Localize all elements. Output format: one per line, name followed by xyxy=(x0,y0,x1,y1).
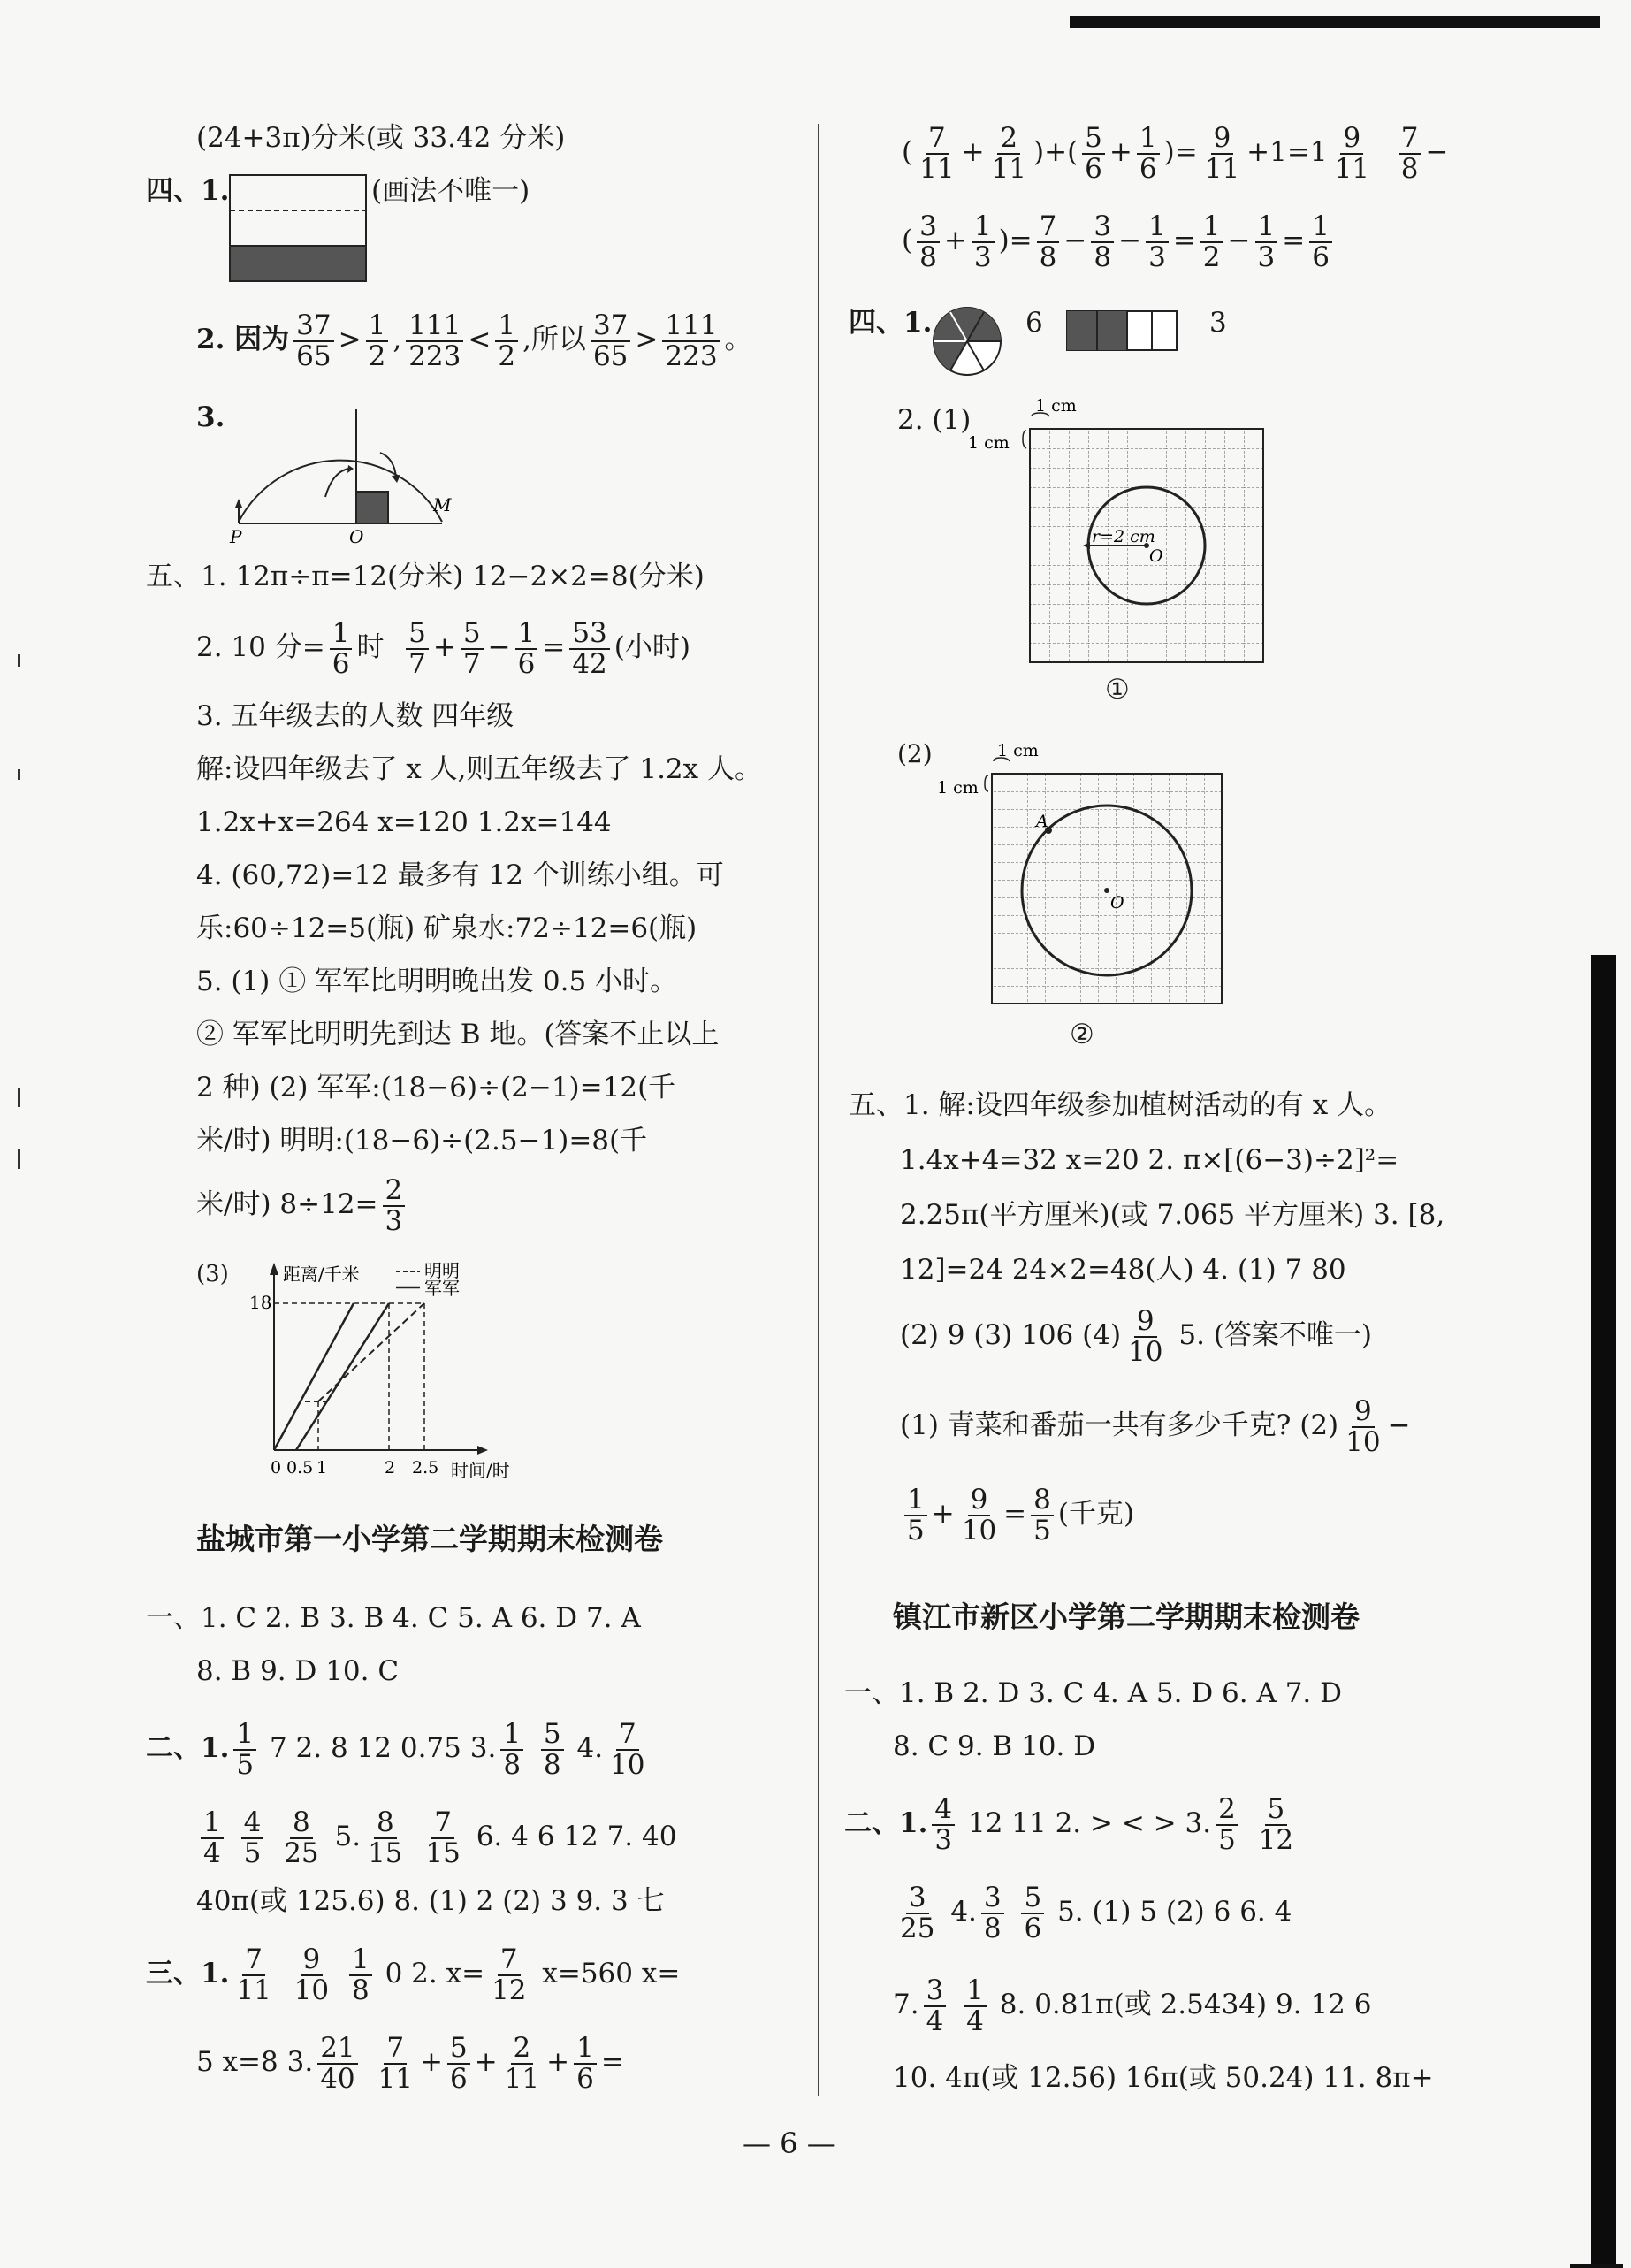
fraction: $\frac{1}{5}$ xyxy=(233,1720,256,1779)
figure-label: ① xyxy=(1105,674,1130,706)
answer-line: 5. (1) ① 军军比明明晚出发 0.5 小时。 xyxy=(196,966,678,997)
svg-text:1 cm: 1 cm xyxy=(997,741,1039,760)
fraction: $\frac{2}{5}$ xyxy=(1216,1795,1238,1854)
svg-text:1 cm: 1 cm xyxy=(1035,396,1077,416)
distance-time-graph xyxy=(239,1256,539,1485)
svg-text:1 cm: 1 cm xyxy=(968,433,1010,453)
svg-text:军军: 军军 xyxy=(424,1278,460,1299)
answer-line: 2. 因为 $\frac{37}{65}$ > $\frac{1}{2}$ , $\frac{111}{223}$ < $\frac{1}{2}$ ,所以 $\frac{37}{65}$ > $\frac{111}{223}$ 。 xyxy=(196,309,752,372)
fraction: $\frac{1}{4}$ xyxy=(201,1808,224,1867)
answer-line: $\frac{1}{5}$ + $\frac{9}{10}$ = $\frac{8}{5}$ (千克) xyxy=(900,1485,1134,1545)
answer-line: 2.25π(平方厘米)(或 7.065 平方厘米) 3. [8, xyxy=(900,1199,1445,1231)
svg-text:O: O xyxy=(1149,546,1163,566)
semicircle-figure xyxy=(221,398,469,548)
answer-line: 乐:60÷12=5(瓶) 矿泉水:72÷12=6(瓶) xyxy=(196,913,697,944)
fraction: $\frac{111}{223}$ xyxy=(662,311,720,370)
svg-text:M: M xyxy=(433,494,452,515)
fraction: $\frac{7}{8}$ xyxy=(1037,212,1060,271)
fraction: $\frac{3}{8}$ xyxy=(1091,212,1114,271)
fraction: $\frac{7}{10}$ xyxy=(610,1718,645,1781)
fraction: $\frac{1}{3}$ xyxy=(972,212,995,271)
item-number: (3) xyxy=(196,1261,229,1287)
answer-line: 1.4x+4=32 x=20 2. π×[(6−3)÷2]²= xyxy=(900,1144,1399,1176)
fraction: $\frac{2}{3}$ xyxy=(383,1176,406,1235)
fraction: $\frac{53}{42}$ xyxy=(569,619,609,678)
svg-text:A: A xyxy=(1036,812,1048,831)
fraction: $\frac{1}{6}$ xyxy=(1137,124,1160,183)
fraction: $\frac{3}{4}$ xyxy=(924,1976,947,2035)
fraction: $\frac{5}{7}$ xyxy=(461,619,484,678)
fraction: $\frac{5}{8}$ xyxy=(541,1720,564,1779)
fraction: $\frac{3}{8}$ xyxy=(981,1883,1004,1943)
fraction: $\frac{5}{6}$ xyxy=(1082,124,1105,183)
answer-line: 解:设四年级去了 x 人,则五年级去了 1.2x 人。 xyxy=(196,753,762,785)
answer-line: 二、1. $\frac{4}{3}$ 12 11 2. > < > 3. $\frac{2}{5}$ $\frac{5}{12}$ xyxy=(844,1795,1300,1854)
fraction: $\frac{1}{3}$ xyxy=(1146,212,1169,271)
section-title: 镇江市新区小学第二学期期末检测卷 xyxy=(893,1600,1360,1634)
answer-line: ( $\frac{7}{11}$ + $\frac{2}{11}$ )+( $\frac{5}{6}$ + $\frac{1}{6}$ )= $\frac{9}{11}$ +1=1 $\frac{9}{11}$ $\frac{7}{8}$ − xyxy=(902,122,1449,185)
svg-text:O: O xyxy=(1110,893,1124,913)
answer-line: 1.2x+x=264 x=120 1.2x=144 xyxy=(196,806,612,838)
fraction: $\frac{37}{65}$ xyxy=(293,311,333,370)
section-label: 四、1. xyxy=(146,175,230,207)
section-label: 四、1. xyxy=(849,307,933,339)
svg-text:18: 18 xyxy=(249,1292,272,1313)
answer-line: ② 军军比明明先到达 B 地。(答案不止以上 xyxy=(196,1019,720,1050)
fraction: $\frac{1}{2}$ xyxy=(1200,212,1223,271)
fraction: $\frac{1}{8}$ xyxy=(349,1945,372,2005)
fraction: $\frac{9}{10}$ xyxy=(1128,1305,1163,1368)
fraction: $\frac{7}{8}$ xyxy=(1399,124,1421,183)
fraction: $\frac{1}{6}$ xyxy=(574,2034,597,2093)
answer-line: (1) 青菜和番茄一共有多少千克? (2) $\frac{9}{10}$ − xyxy=(900,1395,1411,1458)
fraction: $\frac{111}{223}$ xyxy=(406,311,463,370)
svg-text:距离/千米: 距离/千米 xyxy=(283,1264,360,1285)
svg-text:1 cm: 1 cm xyxy=(937,778,979,798)
answer-line: 米/时) 8÷12= $\frac{2}{3}$ xyxy=(196,1176,409,1235)
fraction: $\frac{7}{11}$ xyxy=(236,1943,271,2006)
fraction: $\frac{9}{10}$ xyxy=(1345,1395,1381,1458)
answer-value: 3 xyxy=(1209,307,1227,339)
svg-text:r=2 cm: r=2 cm xyxy=(1092,527,1155,546)
fraction: $\frac{1}{6}$ xyxy=(330,619,353,678)
fraction: $\frac{1}{8}$ xyxy=(500,1720,523,1779)
answer-value: 6 xyxy=(1025,307,1043,339)
answer-line: 一、1. B 2. D 3. C 4. A 5. D 6. A 7. D xyxy=(844,1677,1342,1709)
fraction: $\frac{7}{11}$ xyxy=(919,122,955,185)
fraction: $\frac{7}{15}$ xyxy=(425,1806,461,1869)
item-number: (2) xyxy=(897,739,933,768)
fraction: $\frac{7}{11}$ xyxy=(377,2032,413,2095)
answer-line: 一、1. C 2. B 3. B 4. C 5. A 6. D 7. A xyxy=(146,1602,641,1634)
answer-line: 3. 五年级去的人数 四年级 xyxy=(196,700,514,732)
fraction: $\frac{37}{65}$ xyxy=(591,311,630,370)
pie-circle-figure xyxy=(928,304,1008,380)
fraction: $\frac{21}{40}$ xyxy=(317,2034,357,2093)
answer-line: 8. C 9. B 10. D xyxy=(893,1730,1096,1762)
item-number: 2. (1) xyxy=(897,404,972,436)
answer-line: 三、1. $\frac{7}{11}$ $\frac{9}{10}$ $\frac{1}{8}$ 0 2. x= $\frac{7}{12}$ x=560 x= xyxy=(146,1943,681,2006)
svg-text:2.5: 2.5 xyxy=(412,1458,439,1478)
answer-line: 40π(或 125.6) 8. (1) 2 (2) 3 9. 3 七 xyxy=(196,1885,665,1917)
fraction: $\frac{1}{2}$ xyxy=(495,311,518,370)
svg-text:2: 2 xyxy=(385,1458,396,1478)
fraction: $\frac{9}{11}$ xyxy=(1204,122,1240,185)
answer-line: 10. 4π(或 12.56) 16π(或 50.24) 11. 8π+ xyxy=(893,2062,1434,2094)
fraction: $\frac{8}{25}$ xyxy=(284,1806,319,1869)
circle-grid-2 xyxy=(937,738,1246,1012)
page-number: — 6 — xyxy=(743,2127,835,2160)
answer-line: (2) 9 (3) 106 (4) $\frac{9}{10}$ 5. (答案不唯一) xyxy=(900,1305,1372,1368)
fraction: $\frac{3}{25}$ xyxy=(900,1882,935,1944)
margin-mark xyxy=(18,1149,20,1169)
svg-text:0: 0 xyxy=(271,1458,282,1478)
answer-line: 2 种) (2) 军军:(18−6)÷(2−1)=12(千 xyxy=(196,1072,676,1103)
fraction: $\frac{5}{12}$ xyxy=(1258,1793,1294,1856)
fraction: $\frac{1}{5}$ xyxy=(904,1485,927,1545)
fraction: $\frac{8}{15}$ xyxy=(368,1806,403,1869)
answer-line: 五、1. 解:设四年级参加植树活动的有 x 人。 xyxy=(849,1089,1392,1121)
svg-text:明明: 明明 xyxy=(424,1260,460,1281)
rectangle-shading-figure xyxy=(228,173,370,285)
fraction: $\frac{9}{11}$ xyxy=(1334,122,1370,185)
margin-mark xyxy=(18,1088,20,1107)
answer-line: 二、1. $\frac{1}{5}$ 7 2. 8 12 0.75 3. $\frac{1}{8}$ $\frac{5}{8}$ 4. $\frac{7}{10}$ xyxy=(146,1720,652,1779)
answer-line: 五、1. 12π÷π=12(分米) 12−2×2=8(分米) xyxy=(146,561,705,592)
fraction: $\frac{5}{6}$ xyxy=(447,2034,470,2093)
svg-text:0.5: 0.5 xyxy=(286,1458,314,1478)
answer-line: 2. 10 分= $\frac{1}{6}$ 时 $\frac{5}{7}$ + $\frac{5}{7}$ − $\frac{1}{6}$ = $\frac{53}{42}$ (小时) xyxy=(196,617,690,680)
answer-line: 5 x=8 3. $\frac{21}{40}$ $\frac{7}{11}$ + $\frac{5}{6}$ + $\frac{2}{11}$ + $\frac{1}{6}$ = xyxy=(196,2032,624,2095)
fraction: $\frac{9}{10}$ xyxy=(961,1484,997,1546)
item-text: 2. 因为 xyxy=(196,324,290,356)
fraction: $\frac{1}{2}$ xyxy=(366,311,389,370)
fraction: $\frac{1}{4}$ xyxy=(964,1976,987,2035)
fraction: $\frac{5}{7}$ xyxy=(406,619,429,678)
fraction: $\frac{2}{11}$ xyxy=(504,2032,540,2095)
answer-line: 8. B 9. D 10. C xyxy=(196,1655,400,1687)
fraction: $\frac{1}{6}$ xyxy=(1309,212,1332,271)
scan-edge-top xyxy=(1070,16,1600,28)
scan-edge-corner xyxy=(1570,2264,1623,2268)
note: (画法不唯一) xyxy=(371,175,530,207)
fraction: $\frac{1}{6}$ xyxy=(515,619,538,678)
bar-strip-figure xyxy=(1065,309,1180,354)
fraction: $\frac{9}{10}$ xyxy=(293,1943,330,2006)
fraction: $\frac{1}{3}$ xyxy=(1255,212,1278,271)
margin-mark xyxy=(18,654,20,667)
svg-text:1: 1 xyxy=(316,1458,328,1478)
circle-grid-1 xyxy=(968,393,1277,668)
answer-line: 米/时) 明明:(18−6)÷(2.5−1)=8(千 xyxy=(196,1125,648,1157)
svg-text:O: O xyxy=(349,526,364,547)
fraction: $\frac{4}{5}$ xyxy=(241,1808,264,1867)
answer-line: $\frac{1}{4}$ $\frac{4}{5}$ $\frac{8}{25}$ 5. $\frac{8}{15}$ $\frac{7}{15}$ 6. 4 6 12 7. 40 xyxy=(196,1808,676,1867)
fraction: $\frac{2}{11}$ xyxy=(991,122,1026,185)
column-divider xyxy=(818,124,819,2096)
fraction: $\frac{7}{12}$ xyxy=(492,1943,527,2006)
svg-text:时间/时: 时间/时 xyxy=(451,1460,510,1481)
scan-edge-right xyxy=(1591,955,1616,2268)
section-title: 盐城市第一小学第二学期期末检测卷 xyxy=(196,1522,663,1556)
fraction: $\frac{8}{5}$ xyxy=(1031,1485,1054,1545)
answer-line: $\frac{3}{25}$ 4. $\frac{3}{8}$ $\frac{5}{6}$ 5. (1) 5 (2) 6 6. 4 xyxy=(893,1883,1292,1943)
figure-label: ② xyxy=(1070,1019,1094,1050)
answer-line: 4. (60,72)=12 最多有 12 个训练小组。可 xyxy=(196,859,724,891)
item-number: 3. xyxy=(196,401,225,433)
svg-text:P: P xyxy=(230,526,242,547)
answer-line: ( $\frac{3}{8}$ + $\frac{1}{3}$ )= $\frac{7}{8}$ − $\frac{3}{8}$ − $\frac{1}{3}$ = $\frac{1}{2}$ − $\frac{1}{3}$ = $\frac{1}{6}$ xyxy=(902,212,1337,271)
answer-line: (24+3π)分米(或 33.42 分米) xyxy=(196,122,566,154)
fraction: $\frac{3}{8}$ xyxy=(917,212,940,271)
fraction: $\frac{4}{3}$ xyxy=(932,1795,955,1854)
fraction: $\frac{5}{6}$ xyxy=(1021,1883,1044,1943)
margin-mark xyxy=(18,769,20,780)
answer-line: 7. $\frac{3}{4}$ $\frac{1}{4}$ 8. 0.81π(或 2.5434) 9. 12 6 xyxy=(893,1974,1372,2037)
answer-line: 12]=24 24×2=48(人) 4. (1) 7 80 xyxy=(900,1254,1346,1286)
